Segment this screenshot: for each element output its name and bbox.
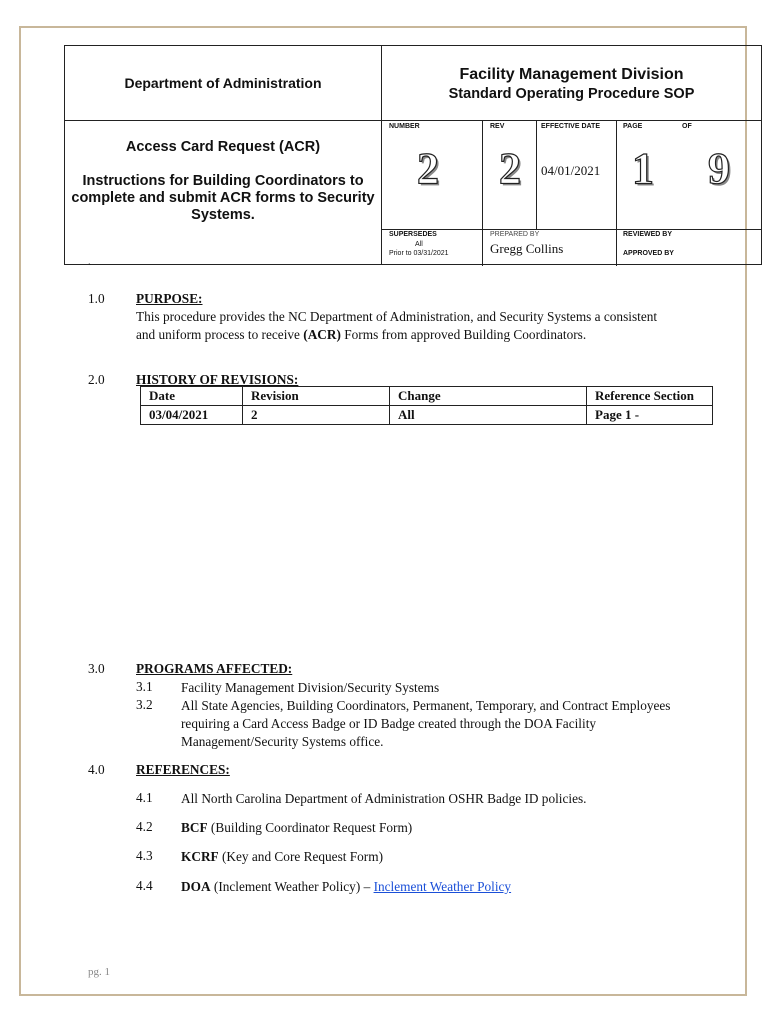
item-number: 3.1 xyxy=(136,679,153,694)
stray-mark: ` xyxy=(88,263,92,274)
number-label: NUMBER xyxy=(389,123,420,130)
table-header-row xyxy=(141,387,713,406)
column-header: Reference Section xyxy=(587,387,713,406)
item-description: (Key and Core Request Form) xyxy=(218,849,384,864)
department-cell xyxy=(64,45,382,121)
page-total: 9 xyxy=(708,144,730,193)
revision-table xyxy=(140,386,713,425)
item-description: (Building Coordinator Request Form) xyxy=(207,820,413,835)
document-title: Access Card Request (ACR) xyxy=(125,139,321,155)
supersedes-prior: Prior to 03/31/2021 xyxy=(389,250,449,257)
inclement-weather-policy-link[interactable]: Inclement Weather Policy xyxy=(373,879,512,894)
divider xyxy=(382,229,761,230)
document-title-cell xyxy=(64,120,382,265)
divider xyxy=(616,121,617,266)
item-acronym: BCF xyxy=(181,820,208,835)
item-number: 3.2 xyxy=(136,697,153,712)
effective-date-label: EFFECTIVE DATE xyxy=(541,123,600,130)
divider xyxy=(482,229,483,266)
table-cell: 03/04/2021 xyxy=(141,406,243,425)
column-header: Revision xyxy=(243,387,390,406)
sop-header-table xyxy=(64,45,762,265)
rev-label: REV xyxy=(490,123,505,130)
page-number: 1 xyxy=(632,144,654,193)
references-heading xyxy=(136,761,676,779)
item-text xyxy=(181,878,691,896)
item-acronym: DOA xyxy=(181,879,211,894)
purpose-text-end: Forms from approved Building Coordinators. xyxy=(340,327,587,342)
item-text: All North Carolina Department of Administration OSHR Badge ID policies. xyxy=(181,791,587,806)
item-number: 4.2 xyxy=(136,819,153,834)
purpose-text-bold: (ACR) xyxy=(303,327,341,342)
column-header: Date xyxy=(141,387,243,406)
sop-title: Standard Operating Procedure SOP xyxy=(448,86,695,102)
item-number: 4.3 xyxy=(136,848,153,863)
table-row xyxy=(141,406,713,425)
page-footer-number: pg. 1 xyxy=(88,966,110,978)
supersedes-label: SUPERSEDES xyxy=(389,231,437,238)
purpose-text xyxy=(136,308,676,344)
section-number: 3.0 xyxy=(88,661,105,676)
history-heading-text: HISTORY OF REVISIONS: xyxy=(136,372,299,387)
purpose-body xyxy=(136,290,676,344)
item-description: (Inclement Weather Policy) – xyxy=(210,879,374,894)
divider xyxy=(482,121,483,229)
programs-heading-text: PROGRAMS AFFECTED: xyxy=(136,661,293,676)
page-label: PAGE xyxy=(623,123,643,130)
approved-by-label: APPROVED BY xyxy=(623,250,674,257)
sop-number: 2 xyxy=(417,144,439,193)
purpose-text-start: This procedure provides the NC Department of Administration, and Security Systems a consistent and uniform process to receive xyxy=(136,309,658,342)
item-number: 4.1 xyxy=(136,790,153,805)
division-cell xyxy=(381,45,762,121)
supersedes-all: All xyxy=(415,241,423,248)
prepared-by-label: PREPARED BY xyxy=(490,231,540,238)
division-name: Facility Management Division xyxy=(459,66,684,83)
item-acronym: KCRF xyxy=(181,849,219,864)
column-header: Change xyxy=(390,387,587,406)
table-cell: Page 1 - xyxy=(587,406,713,425)
table-cell: All xyxy=(390,406,587,425)
purpose-heading: PURPOSE: xyxy=(136,291,203,306)
of-label: OF xyxy=(682,123,692,130)
divider xyxy=(536,121,537,229)
references-heading-text: REFERENCES: xyxy=(136,762,230,777)
table-cell: 2 xyxy=(243,406,390,425)
metadata-cell xyxy=(381,120,762,265)
section-number: 4.0 xyxy=(88,762,105,777)
section-number: 1.0 xyxy=(88,291,105,306)
document-subtitle: Instructions for Building Coordinators to complete and submit ACR forms to Security Systems. xyxy=(71,173,375,223)
effective-date: 04/01/2021 xyxy=(541,163,601,178)
item-text xyxy=(181,819,691,837)
item-text: Facility Management Division/Security Systems xyxy=(181,680,440,695)
reviewed-by-label: REVIEWED BY xyxy=(623,231,673,238)
prepared-by-name: Gregg Collins xyxy=(490,241,564,256)
item-number: 4.4 xyxy=(136,878,153,893)
programs-heading xyxy=(136,660,676,678)
item-text xyxy=(181,848,691,866)
item-text: All State Agencies, Building Coordinators, Permanent, Temporary, and Contract Employees requiring a Card Access Badge or ID Badge created through the DOA Facility Management/Security Systems office. xyxy=(181,698,671,749)
revision-number: 2 xyxy=(499,144,521,193)
department-name: Department of Administration xyxy=(124,75,322,91)
section-number: 2.0 xyxy=(88,372,105,387)
